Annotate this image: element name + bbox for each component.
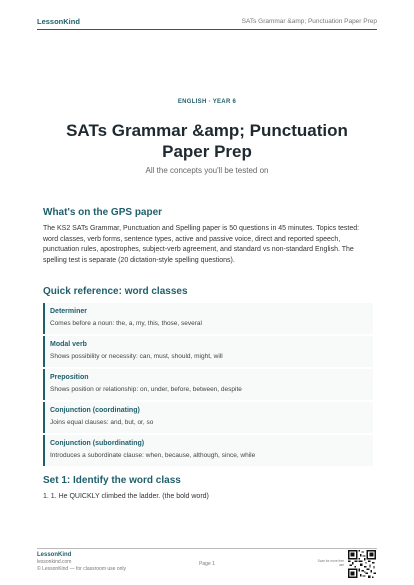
- word-class-card: [43, 435, 373, 466]
- word-class-definition: Joins equal clauses: and, but, or, so: [50, 419, 154, 426]
- footer-site-link[interactable]: lessonkind.com: [37, 559, 72, 565]
- page-title: SATs Grammar &amp; Punctuation Paper Prep: [66, 121, 348, 161]
- gps-heading: What's on the GPS paper: [43, 207, 163, 218]
- footer-copyright: © LessonKind — for classroom use only: [37, 566, 127, 572]
- footer-brand: LessonKind: [37, 552, 72, 558]
- word-class-term: Modal verb: [50, 341, 87, 348]
- word-class-card: [43, 336, 373, 367]
- qr-code-icon[interactable]: [348, 550, 376, 578]
- word-classes-heading: Quick reference: word classes: [43, 286, 188, 297]
- qr-caption: Scan for more free use: [317, 559, 344, 567]
- word-class-term: Conjunction (subordinating): [50, 440, 145, 447]
- page-number: Page 1: [199, 561, 215, 567]
- word-class-definition: Shows position or relationship: on, under, before, between, despite: [50, 386, 242, 393]
- page-header: [37, 14, 377, 28]
- word-class-definition: Introduces a subordinate clause: when, because, although, since, while: [50, 452, 256, 459]
- word-class-definition: Shows possibility or necessity: can, must, should, might, will: [50, 353, 223, 360]
- word-class-definition: Comes before a noun: the, a, my, this, those, several: [50, 320, 202, 327]
- page-subtitle: All the concepts you'll be tested on: [145, 166, 269, 175]
- subject-kicker: ENGLISH · YEAR 6: [177, 99, 237, 105]
- word-class-card: [43, 303, 373, 334]
- header-divider: [37, 29, 377, 30]
- set1-heading: Set 1: Identify the word class: [43, 475, 181, 486]
- word-class-card: [43, 402, 373, 433]
- word-class-term: Preposition: [50, 374, 89, 381]
- header-brand: LessonKind: [37, 16, 80, 26]
- word-class-term: Determiner: [50, 308, 87, 315]
- footer-divider: [37, 548, 377, 549]
- header-running-title: SATs Grammar &amp; Punctuation Paper Prep: [241, 17, 377, 25]
- question-item: 1. 1. He QUICKLY climbed the ladder. (the bold word): [43, 493, 209, 500]
- gps-body: The KS2 SATs Grammar, Punctuation and Spelling paper is 50 questions in 45 minutes. Topics tested: word classes, verb forms, sentence types, active and passive voice, direct and reported speech, punctuation rules, apostrophes, subject-verb agreement, and standard vs non-standard English. The spelling test is separate (20 dictation-style spelling questions).: [43, 225, 360, 264]
- word-class-card: [43, 369, 373, 400]
- word-class-term: Conjunction (coordinating): [50, 407, 140, 414]
